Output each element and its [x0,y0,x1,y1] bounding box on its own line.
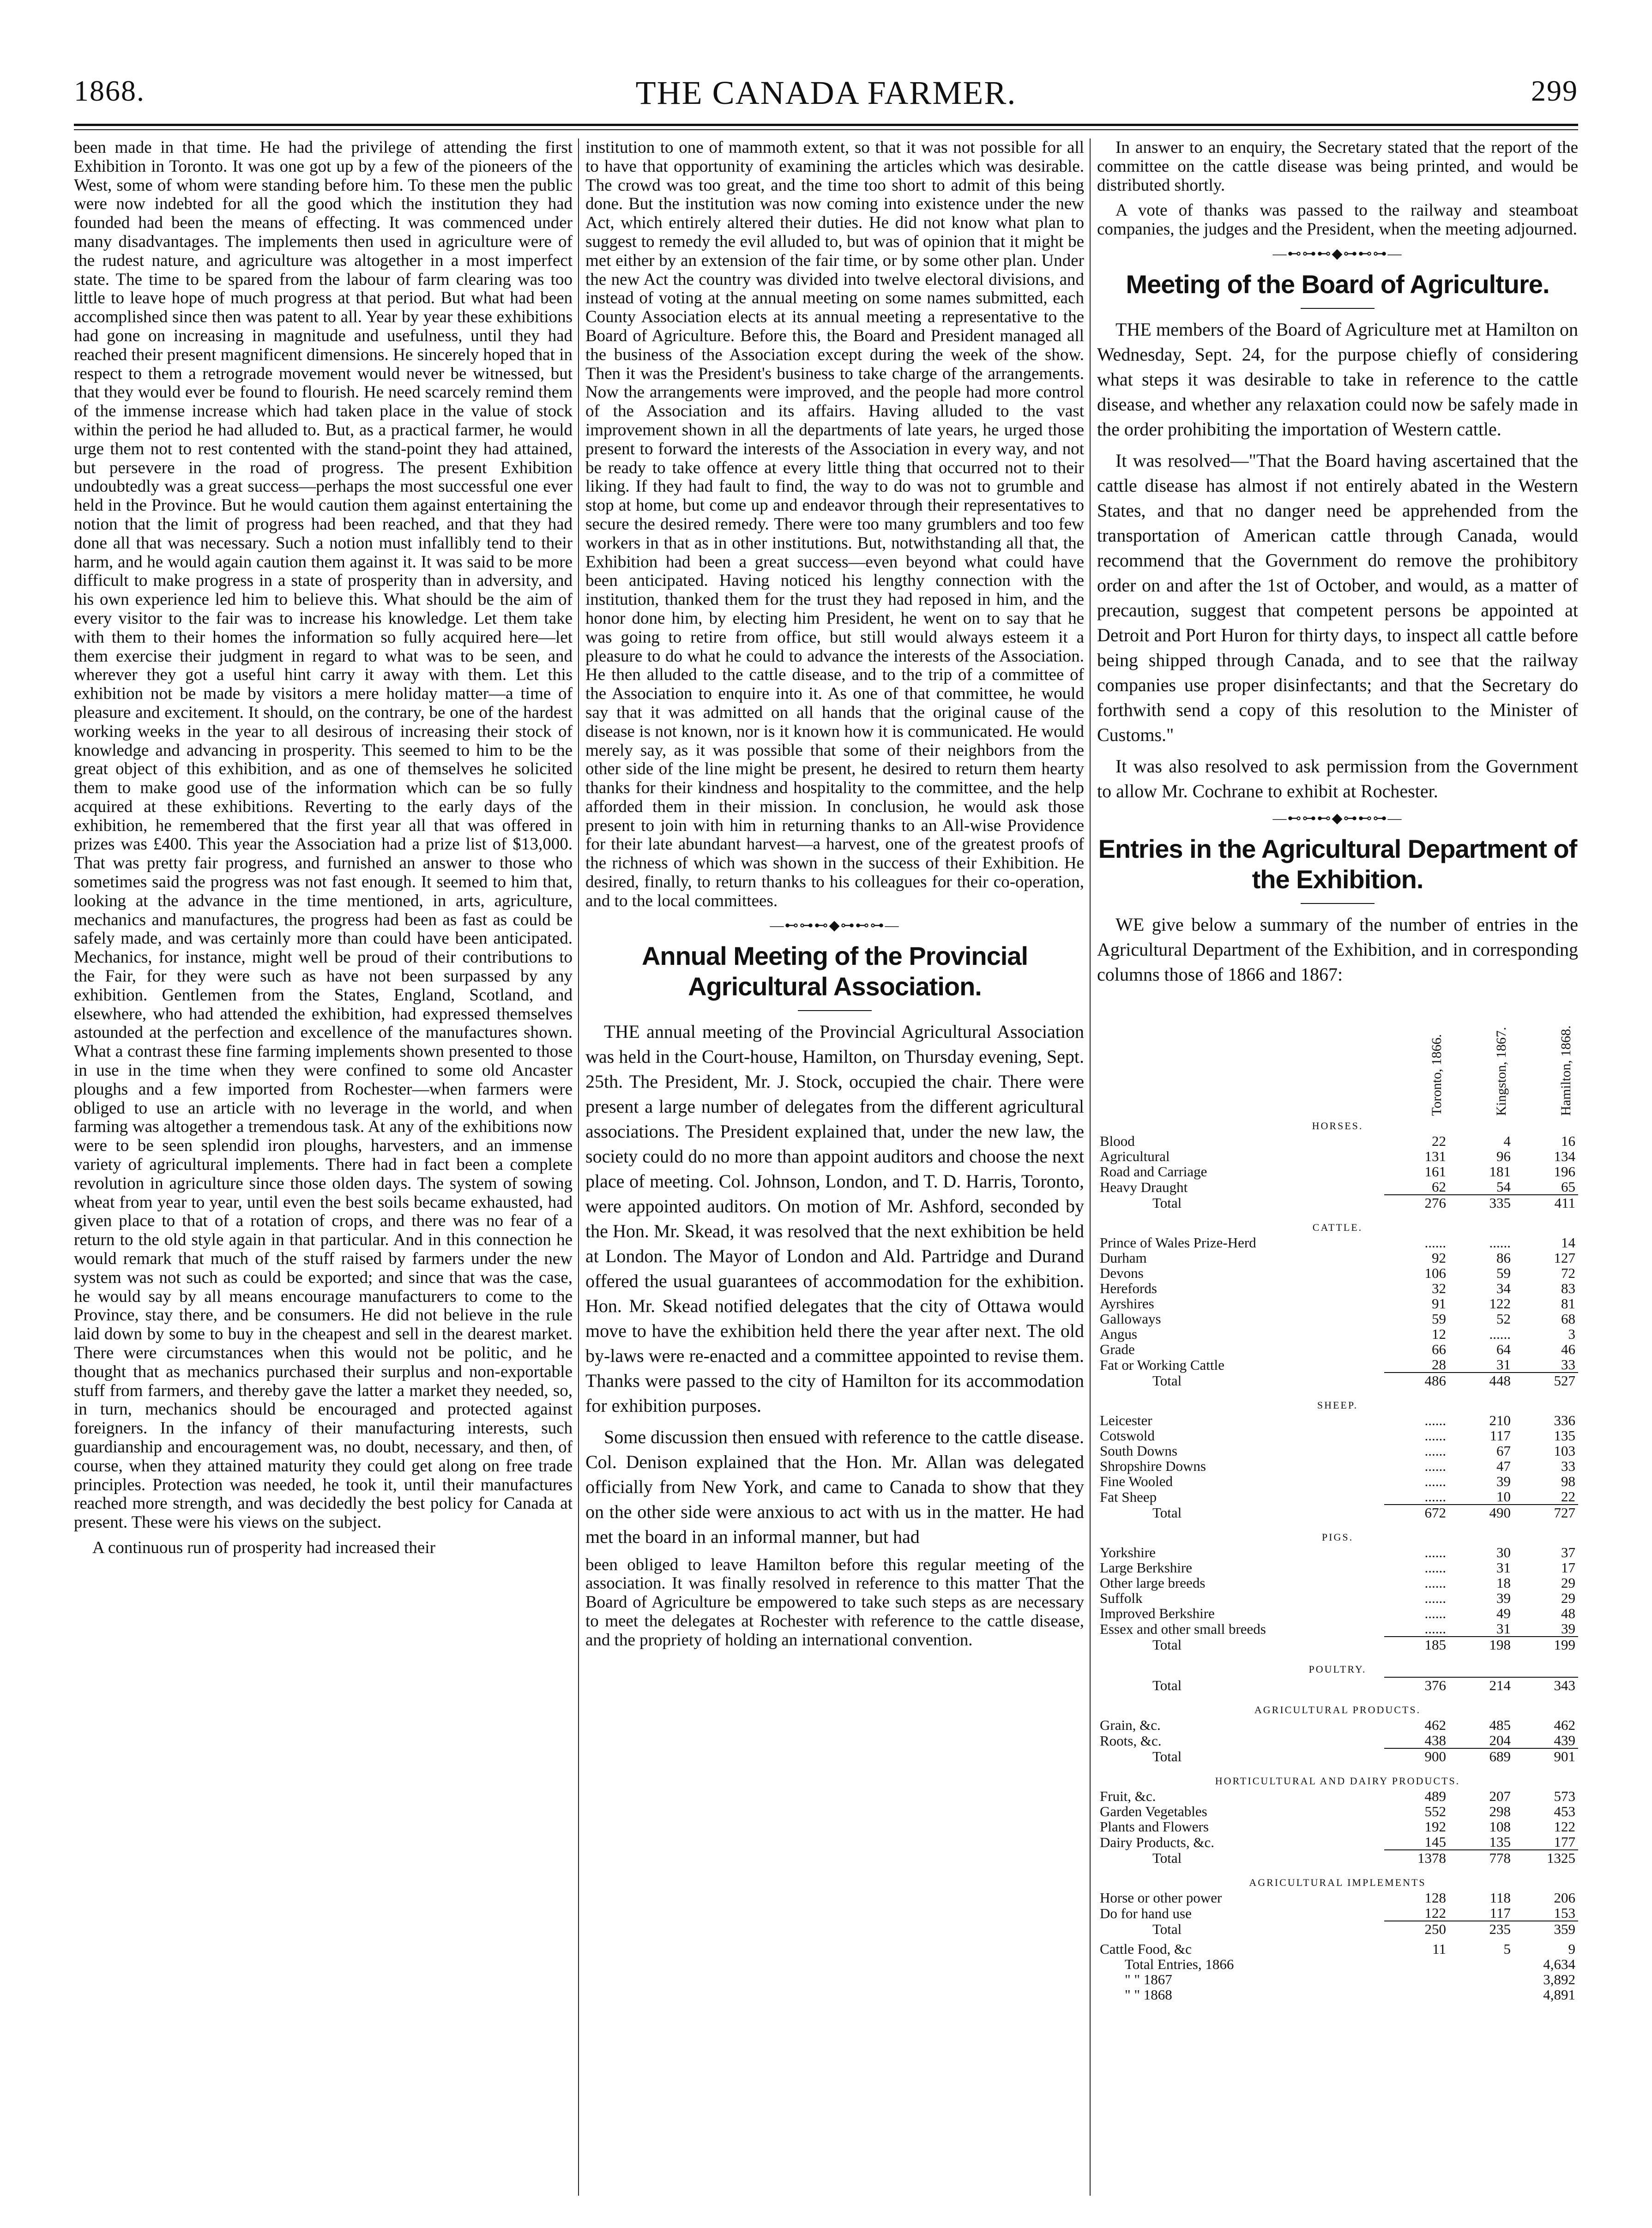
table-header-row [1097,994,1578,1114]
heading-board-meeting: Meeting of the Board of Agriculture. [1126,269,1550,299]
section-header [1097,1870,1578,1890]
article-paragraph: THE members of the Board of Agriculture met at Hamilton on Wednesday, Sept. 24, for the purpose chiefly of considering what steps it was desirable to take in reference to the cattle disease, and whether any relaxation could now be safely made in the order prohibiting the importation of Western cattle. [1097,319,1578,440]
cell-value: 207 [1489,1788,1511,1804]
table-row [1097,1357,1578,1373]
cell-value: 573 [1554,1788,1575,1804]
section-header [1097,1657,1578,1677]
cell-value: 298 [1489,1803,1511,1819]
table-row [1097,1443,1578,1458]
cell-value: 29 [1561,1574,1575,1591]
table-row [1097,1474,1578,1489]
table-row [1097,1133,1578,1149]
cell-value: 5 [1503,1940,1511,1957]
cell-value: ...... [1489,1325,1511,1342]
cell-value: 48 [1561,1605,1575,1621]
cell-value: 177 [1554,1833,1575,1850]
cell-value: 196 [1554,1163,1575,1180]
cell-value: 438 [1424,1732,1446,1748]
section-title: PIGS. [1321,1531,1354,1543]
table-row [1097,1179,1578,1195]
cell-value: ...... [1489,1234,1511,1251]
cell-value: ...... [1424,1442,1446,1459]
cell-value: 9 [1568,1940,1575,1957]
cell-value: 10 [1496,1488,1511,1505]
article-paragraph: A vote of thanks was passed to the railway and steamboat companies, the judges and the President, when the meeting adjourned. [1097,201,1578,239]
cell-value: ...... [1424,1559,1446,1576]
cell-value: 448 [1449,1373,1513,1393]
summary-row [1097,1957,1578,1972]
cell-value: 39 [1561,1620,1575,1637]
column-header [1449,994,1513,1114]
cell-value: 34 [1496,1280,1511,1296]
cell-value: 198 [1449,1637,1513,1657]
cell-value: 206 [1554,1889,1575,1906]
cell-value: 204 [1489,1732,1511,1748]
row-label: Grain, &c. [1100,1716,1161,1733]
cell-value: 199 [1513,1637,1578,1657]
cell-value: 67 [1496,1442,1511,1459]
row-label: Horse or other power [1100,1889,1222,1906]
cell-value: 33 [1561,1457,1575,1474]
section-header [1097,1114,1578,1133]
issue-year: 1868. [74,74,145,107]
masthead [74,69,1578,120]
cell-value: 54 [1496,1178,1511,1195]
cell-value: 135 [1554,1427,1575,1444]
row-label: Garden Vegetables [1100,1803,1207,1819]
table-row [1097,1296,1578,1311]
cell-value: 486 [1384,1373,1449,1393]
cell-value: 83 [1561,1280,1575,1296]
cell-value: 250 [1384,1921,1449,1941]
cell-value: 108 [1489,1818,1511,1835]
cell-value: 128 [1424,1889,1446,1906]
cell-value: 103 [1554,1442,1575,1459]
cell-value: 135 [1489,1833,1511,1850]
total-row [1097,1505,1578,1525]
row-label: South Downs [1100,1442,1177,1459]
section-ornament: —⊷⊶⊷◆⊶⊷⊶— [1272,246,1403,261]
section-title: SHEEP. [1317,1399,1358,1411]
cell-value: 49 [1496,1605,1511,1621]
cell-value: 39 [1496,1473,1511,1489]
heading-rule [1301,308,1375,309]
heading-entries: Entries in the Agricultural Department of the Exhibition. [1098,834,1577,894]
total-row [1097,1850,1578,1870]
cell-value: 117 [1489,1427,1511,1444]
row-label: Do for hand use [1100,1905,1192,1921]
cell-value: 14 [1561,1234,1575,1251]
table-row [1097,1717,1578,1733]
table-row [1097,1606,1578,1621]
cell-value: 131 [1424,1148,1446,1164]
cell-value: 31 [1496,1356,1511,1373]
cell-value: 81 [1561,1295,1575,1312]
row-label: Total [1152,1677,1182,1693]
total-row [1097,1195,1578,1215]
cell-value: 181 [1489,1163,1511,1180]
row-label: Cotswold [1100,1427,1155,1444]
section-title: AGRICULTURAL IMPLEMENTS [1249,1876,1426,1888]
table-row [1097,1804,1578,1819]
page-number: 299 [1531,74,1578,107]
cell-value: 17 [1561,1559,1575,1576]
summary-row [1097,1972,1578,1987]
cell-value: 122 [1554,1818,1575,1835]
cell-value: 145 [1424,1833,1446,1850]
row-label: Total [1152,1504,1182,1521]
article-paragraph: It was resolved—"That the Board having ascertained that the cattle disease has almost if not entirely abated in the Western States, and that no danger need be apprehended from the transportation of American cattle through Canada, would recommend that the Government do remove the prohibitory order on and after the 1st of October, and would, as a matter of precaution, suggest that competent persons be appointed at Detroit and Port Huron for thirty days, to inspect all cattle before being shipped through Canada, and to see that the railway companies use proper disinfectants; and that the Secretary do forthwith send a copy of this resolution to the Minister of Customs." [1097,450,1578,745]
row-label: Total [1152,1748,1182,1764]
total-row [1097,1677,1578,1698]
cell-value: 22 [1561,1488,1575,1505]
cell-value: 12 [1432,1325,1446,1342]
cell-value: 122 [1424,1904,1446,1921]
table-row [1097,1560,1578,1575]
row-label: Suffolk [1100,1590,1143,1606]
cell-value: 92 [1432,1249,1446,1266]
summary-label: " " 1867 [1125,1971,1172,1987]
cell-value: ...... [1424,1473,1446,1489]
table-row [1097,1788,1578,1804]
cell-value: 46 [1561,1341,1575,1357]
article-paragraph: institution to one of mammoth extent, so that it was not possible for all to have that opportunity of examining the articles which was desirable. The crowd was too great, and the time too short to admit of this being done. But the institution was now coming into existence under the new Act, which entirely altered their duties. He did not know what plan to suggest to remedy the evil alluded to, but was of opinion that it might be met either by an extension of the fair time, or by some other plan. Under the new Act the country was divided into twelve electoral divisions, and instead of voting at the annual meeting on some names submitted, each County Association elects at its annual meeting a representative to the Board of Agriculture. Before this, the Board and President managed all the business of the Association except during the week of the show. Then it was the President's business to take charge of the arrangements. Now the arrangements were improved, and the people had more control of the Association and its affairs. Having alluded to the vast improvement shown in all the departments of late years, he urged those present to forward the interests of the Association in every way, and not be ready to take offence at every little thing that occurred not to their liking. If they had fault to find, the way to do was not to grumble and stop at home, but come up and endeavor through their representatives to secure the desired remedy. There were too many grumblers and too few workers in that as in other institutions. But, notwithstanding all that, the Exhibition had been a great success—even beyond what could have been anticipated. Having noticed his lengthy connection with the institution, thanked them for the trust they had reposed in him, and the honor done him, by electing him President, he went on to say that he was going to retire from office, but still would always esteem it a pleasure to do what he could to advance the interests of the Association. He then alluded to the cattle disease, and to the trip of a committee of the Association to enquire into it. As one of that committee, he would say that it was admitted on all hands that the original cause of the disease is not known, nor is it known how it is communicated. He would merely say, as it was possible that some of their neighbors from the other side of the line might be present, he desired to return them hearty thanks for their kindness and hospitality to the committee, and the help afforded them in their mission. In conclusion, he would ask those present to join with him in returning thanks to an All-wise Providence for their late abundant harvest—a harvest, one of the greatest proofs of the richness of which was shown in the success of their Exhibition. He desired, finally, to return thanks to his colleagues for their co-operation, and to the local committees. [585,138,1084,910]
row-label: Durham [1100,1249,1147,1266]
column-divider [578,138,579,2196]
cell-value: 235 [1449,1921,1513,1941]
column-header [1513,994,1578,1114]
cell-value: 672 [1384,1505,1449,1525]
cell-value: 359 [1513,1921,1578,1941]
cell-value: 727 [1513,1505,1578,1525]
table-row [1097,1281,1578,1296]
row-label: Leicester [1100,1412,1152,1428]
section-title: CATTLE. [1312,1221,1363,1233]
table-row [1097,1590,1578,1606]
cell-value: 462 [1424,1716,1446,1733]
row-label: Herefords [1100,1280,1157,1296]
row-label: Shropshire Downs [1100,1457,1206,1474]
cell-value: 214 [1449,1677,1513,1698]
cell-value: 52 [1496,1310,1511,1327]
table-row [1097,1149,1578,1164]
cell-value: 122 [1489,1295,1511,1312]
cell-value: 127 [1554,1249,1575,1266]
cell-value: ...... [1424,1544,1446,1560]
row-label: Fine Wooled [1100,1473,1173,1489]
column-3 [1097,138,1578,2196]
cell-value: 134 [1554,1148,1575,1164]
column-header-label: Hamilton, 1868. [1558,1025,1574,1116]
row-label: Heavy Draught [1100,1179,1188,1195]
cell-value: 59 [1496,1265,1511,1281]
section-title: AGRICULTURAL PRODUCTS. [1254,1704,1421,1716]
row-label: Roots, &c. [1100,1732,1162,1749]
cell-value: ...... [1424,1457,1446,1474]
masthead-rule [74,124,1578,126]
table-row [1097,1905,1578,1921]
row-label: Dairy Products, &c. [1100,1834,1214,1850]
article-paragraph: Some discussion then ensued with reference to the cattle disease. Col. Denison explained that the Hon. Mr. Allan was delegated officially from New York, and came to Canada to show that they on the other side were anxious to act with us in the matter. He had met the board in an informal manner, but had [585,1426,1084,1547]
table-row [1097,1621,1578,1637]
cell-value: 778 [1449,1850,1513,1870]
cell-value: 59 [1432,1310,1446,1327]
cell-value: ...... [1424,1427,1446,1444]
cell-value: 98 [1561,1473,1575,1489]
cell-value: 62 [1432,1178,1446,1195]
section-title: HORTICULTURAL AND DAIRY PRODUCTS. [1215,1775,1460,1787]
cell-value: ...... [1424,1620,1446,1637]
cell-value: 72 [1561,1265,1575,1281]
cell-value: 485 [1489,1716,1511,1733]
table-row [1097,1458,1578,1474]
summary-value: 3,892 [1543,1971,1575,1987]
cell-value: 161 [1424,1163,1446,1180]
row-label: Total [1152,1372,1182,1389]
article-paragraph: been made in that time. He had the privilege of attending the first Exhibition in Toronto. It was one got up by a few of the pioneers of the West, some of whom were standing before him. To these men the public were now indebted for all the good which the institution they had founded had been the means of effecting. It was commenced under many disadvantages. The implements then used in agriculture were of the rudest nature, and agriculture was altogether in a most imperfect state. The time to be spared from the labour of farm clearing was too little to leave hope of much progress at that period. But what had been accomplished since then was patent to all. Year by year these exhibitions had gone on increasing in magnitude and usefulness, until they had reached their present magnificent dimensions. He sincerely hoped that in respect to them a retrograde movement would never be witnessed, but that they would ever be found to flourish. He need scarcely remind them of the immense increase which had taken place in the value of stock within the period he had alluded to. But, as a practical farmer, he would urge them not to rest contented with the stand-point they had attained, but persevere in the road of progress. The present Exhibition undoubtedly was a great success—perhaps the most successful one ever held in the Province. But he would caution them against entertaining the notion that the limit of progress had been reached, and that they had done all that was necessary. Such a notion must infallibly tend to their harm, and he would again caution them against it. It was said to be more difficult to make progress in a state of prosperity than in adversity, and his own experience led him to believe this. What should be the aim of every visitor to the fair was to increase his knowledge. Let them take with them to their homes the information so fully acquired here—let them exercise their judgment in regard to what was to be seen, and wherever they got a useful hint carry it away with them. Let this exhibition not be made by visitors a mere holiday matter—a time of pleasure and excitement. It should, on the contrary, be one of the hardest working weeks in the year to all desirous of increasing their stock of knowledge and advancing in prosperity. This seemed to him to be the great object of this exhibition, and as one of themselves he solicited them to make good use of the information which can be so fully acquired at these exhibitions. Reverting to the early days of the exhibition, he remembered that the first year all that was offered in prizes was £400. This year the Association had a prize list of $13,000. That was pretty fair progress, and furnished an answer to those who sometimes said the progress was not fast enough. It seemed to him that, looking at the advance in the time mentioned, in arts, agriculture, mechanics and manufactures, the progress had been as fast as could be safely made, and was certainly more than could have been anticipated. Mechanics, for instance, might well be proud of their contributions to the Fair, for they were such as have not been surpassed by any exhibition. Gentlemen from the States, England, Scotland, and elsewhere, who had attended the exhibition, had expressed themselves astounded at the perfection and excellence of the manufactures shown. What a contrast these fine farming implements shown presented to those in use in the time when they were confined to some old Ancaster ploughs and a few imported from Rochester—when farmers were obliged to use an article with no leverage in the world, and when farming was altogether a tremendous task. At any of the exhibitions now were to be seen splendid iron ploughs, harvesters, and an immense variety of agricultural implements. There had in fact been a complete revolution in agriculture since those olden days. The system of sowing wheat from year to year, until even the best soils became exhausted, had given place to that of a rotation of crops, and there was no fear of a return to the old style again in that particular. And in this connection he would remark that much of the stuff raised by farmers under the new system was not such as could be exported; and since that was the case, he would say by all means encourage manufacturers to come to the Province, stay there, and be consumers. He did not believe in the rule laid down by some to buy in the cheapest and sell in the dearest market. There were circumstances when this would not be politic, and he thought that as mechanics purchased their surplus and non-exportable stuff from farmers, and thereby gave the latter a market they needed, so, in turn, mechanics should be encouraged and protected against foreigners. In the infancy of their manufacturing interests, such guardianship and encouragement was, no doubt, necessary, and then, of course, when they attained maturity they could get along on free trade principles. Protection was needed, he took it, until their manufactures reached more strength, and was decidedly the best policy for Canada at present. These were his views on the subject. [74,138,573,1532]
summary-label: " " 1868 [1125,1986,1172,2003]
cell-value: 118 [1489,1889,1511,1906]
cell-value: 117 [1489,1904,1511,1921]
summary-value: 4,634 [1543,1956,1575,1972]
article-paragraph: A continuous run of prosperity had increased their [92,1538,435,1557]
row-label: Total [1152,1921,1182,1937]
cell-value: 276 [1384,1195,1449,1215]
summary-value: 4,891 [1543,1986,1575,2003]
cell-value: 376 [1384,1677,1449,1698]
section-header [1097,1769,1578,1788]
row-label: Devons [1100,1265,1144,1281]
table-row [1097,1326,1578,1342]
publication-title: THE CANADA FARMER. [635,74,1017,111]
cell-value: 11 [1432,1940,1446,1957]
row-label: Agricultural [1100,1148,1170,1164]
row-label: Improved Berkshire [1100,1605,1215,1621]
cell-value: 66 [1432,1341,1446,1357]
cell-value: ...... [1424,1412,1446,1428]
column-header-label: Kingston, 1867. [1494,1027,1509,1116]
cell-value: 411 [1513,1195,1578,1215]
total-row [1097,1373,1578,1393]
cell-value: 1325 [1513,1850,1578,1870]
table-row [1097,1265,1578,1281]
table-row [1097,1250,1578,1265]
article-paragraph: been obliged to leave Hamilton before this regular meeting of the association. It was finally resolved in reference to this matter That the Board of Agriculture be empowered to take such steps as are necessary to meet the delegates at Rochester with reference to the cattle disease, and the propriety of holding an international convention. [585,1555,1084,1650]
cell-value: ...... [1424,1605,1446,1621]
section-header [1097,1215,1578,1235]
cell-value: 22 [1432,1132,1446,1149]
cell-value: 33 [1561,1356,1575,1373]
section-header [1097,1525,1578,1545]
cell-value: 462 [1554,1716,1575,1733]
masthead-rule-thin [74,129,1578,130]
cell-value: 106 [1424,1265,1446,1281]
cell-value: 335 [1449,1195,1513,1215]
row-label: Grade [1100,1341,1135,1357]
cell-value: 453 [1554,1803,1575,1819]
cell-value: 86 [1496,1249,1511,1266]
row-label: Fat Sheep [1100,1488,1157,1505]
row-label: Galloways [1100,1310,1161,1327]
cell-value: 689 [1449,1748,1513,1769]
section-ornament: —⊷⊶⊷◆⊶⊷⊶— [770,917,900,933]
cell-value: 39 [1496,1590,1511,1606]
column-header-label: Toronto, 1866. [1429,1034,1444,1116]
cell-value: 91 [1432,1295,1446,1312]
table-row [1097,1311,1578,1326]
table-row [1097,1545,1578,1560]
row-label: Yorkshire [1100,1544,1156,1560]
cell-value: 185 [1384,1637,1449,1657]
row-label: Total [1152,1849,1182,1866]
table-row [1097,1428,1578,1443]
cell-value: 65 [1561,1178,1575,1195]
column-divider [1090,138,1091,2196]
cell-value: ...... [1424,1234,1446,1251]
cell-value: 1378 [1384,1850,1449,1870]
heading-annual-meeting: Annual Meeting of the Provincial Agricultural Association. [641,941,1028,1001]
total-row [1097,1921,1578,1941]
section-header [1097,1393,1578,1413]
cell-value: 343 [1513,1677,1578,1698]
cell-value: 192 [1424,1818,1446,1835]
summary-row [1097,1987,1578,2002]
row-label: Other large breeds [1100,1574,1206,1591]
cell-value: 3 [1568,1325,1575,1342]
cell-value: 16 [1561,1132,1575,1149]
table-row [1097,1834,1578,1850]
cell-value: 30 [1496,1544,1511,1560]
row-label: Cattle Food, &c [1100,1940,1192,1957]
cell-value: ...... [1424,1590,1446,1606]
cell-value: 29 [1561,1590,1575,1606]
article-paragraph: It was also resolved to ask permission from the Government to allow Mr. Cochrane to exhibit at Rochester. [1097,755,1578,801]
cell-value: 64 [1496,1341,1511,1357]
cell-value: 18 [1496,1574,1511,1591]
entries-table [1097,994,1578,2002]
cell-value: 47 [1496,1457,1511,1474]
cell-value: 439 [1554,1732,1575,1748]
heading-rule [798,1010,872,1011]
cell-value: 96 [1496,1148,1511,1164]
cell-value: 31 [1496,1620,1511,1637]
cell-value: 552 [1424,1803,1446,1819]
cell-value: ...... [1424,1488,1446,1505]
row-label: Angus [1100,1325,1137,1342]
section-title: POULTRY. [1308,1663,1367,1675]
header-spacer [1097,994,1384,1114]
table-row [1097,1235,1578,1250]
total-row [1097,1637,1578,1657]
cell-value: 527 [1513,1373,1578,1393]
heading-rule [1301,903,1375,904]
cell-value: 489 [1424,1788,1446,1804]
table-row [1097,1575,1578,1590]
row-label: Large Berkshire [1100,1559,1192,1576]
cell-value: ...... [1424,1574,1446,1591]
table-row [1097,1489,1578,1505]
row-label: Fruit, &c. [1100,1788,1156,1804]
section-header [1097,1698,1578,1717]
table-row [1097,1819,1578,1834]
table-row [1097,1890,1578,1905]
cell-value: 901 [1513,1748,1578,1769]
row-label: Blood [1100,1132,1135,1149]
cell-value: 32 [1432,1280,1446,1296]
cell-value: 37 [1561,1544,1575,1560]
article-paragraph: THE annual meeting of the Provincial Agricultural Association was held in the Court-house, Hamilton, on Thursday evening, Sept. 25th. The President, Mr. J. Stock, occupied the chair. There were present a large number of delegates from the different agricultural associations. The President explained that, under the new law, the society could do no more than appoint auditors and choose the next place of meeting. Col. Johnson, London, and T. D. Harris, Toronto, were appointed auditors. On motion of Mr. Ashford, seconded by the Hon. Mr. Skead, it was resolved that the next exhibition be held at London. The Mayor of London and Ald. Partridge and Durand offered the usual guarantees of accommodation for the exhibition. Hon. Mr. Skead notified delegates that the city of Ottawa would move to have the exhibition held there the year after next. The old by-laws were re-enacted and a committee appointed to revise them. Thanks were passed to the city of Hamilton for its accommodation for exhibition purposes. [585,1021,1084,1416]
article-paragraph: In answer to an enquiry, the Secretary stated that the report of the committee on the cattle disease was being printed, and would be distributed shortly. [1097,138,1578,195]
total-row [1097,1748,1578,1769]
row-label: Fat or Working Cattle [1100,1356,1224,1373]
table-row [1097,1941,1578,1957]
summary-label: Total Entries, 1866 [1125,1956,1234,1972]
column-1 [74,138,573,2196]
row-label: Plants and Flowers [1100,1818,1209,1835]
row-label: Essex and other small breeds [1100,1620,1266,1637]
cell-value: 68 [1561,1310,1575,1327]
table-row [1097,1342,1578,1357]
cell-value: 31 [1496,1559,1511,1576]
table-row [1097,1733,1578,1748]
row-label: Total [1152,1194,1182,1211]
table-row [1097,1413,1578,1428]
article-paragraph: WE give below a summary of the number of entries in the Agricultural Department of the Exhibition, and in corresponding columns those of 1866 and 1867: [1097,914,1578,985]
row-label: Road and Carriage [1100,1163,1207,1180]
column-header [1384,994,1449,1114]
column-2 [585,138,1084,2196]
cell-value: 4 [1503,1132,1511,1149]
section-title: HORSES. [1312,1120,1363,1132]
cell-value: 336 [1554,1412,1575,1428]
row-label: Prince of Wales Prize-Herd [1100,1234,1256,1251]
cell-value: 210 [1489,1412,1511,1428]
cell-value: 900 [1384,1748,1449,1769]
table-row [1097,1164,1578,1179]
cell-value: 153 [1554,1904,1575,1921]
cell-value: 490 [1449,1505,1513,1525]
row-label: Total [1152,1636,1182,1653]
section-ornament: —⊷⊶⊷◆⊶⊷⊶— [1272,810,1403,826]
cell-value: 28 [1432,1356,1446,1373]
row-label: Ayrshires [1100,1295,1154,1312]
